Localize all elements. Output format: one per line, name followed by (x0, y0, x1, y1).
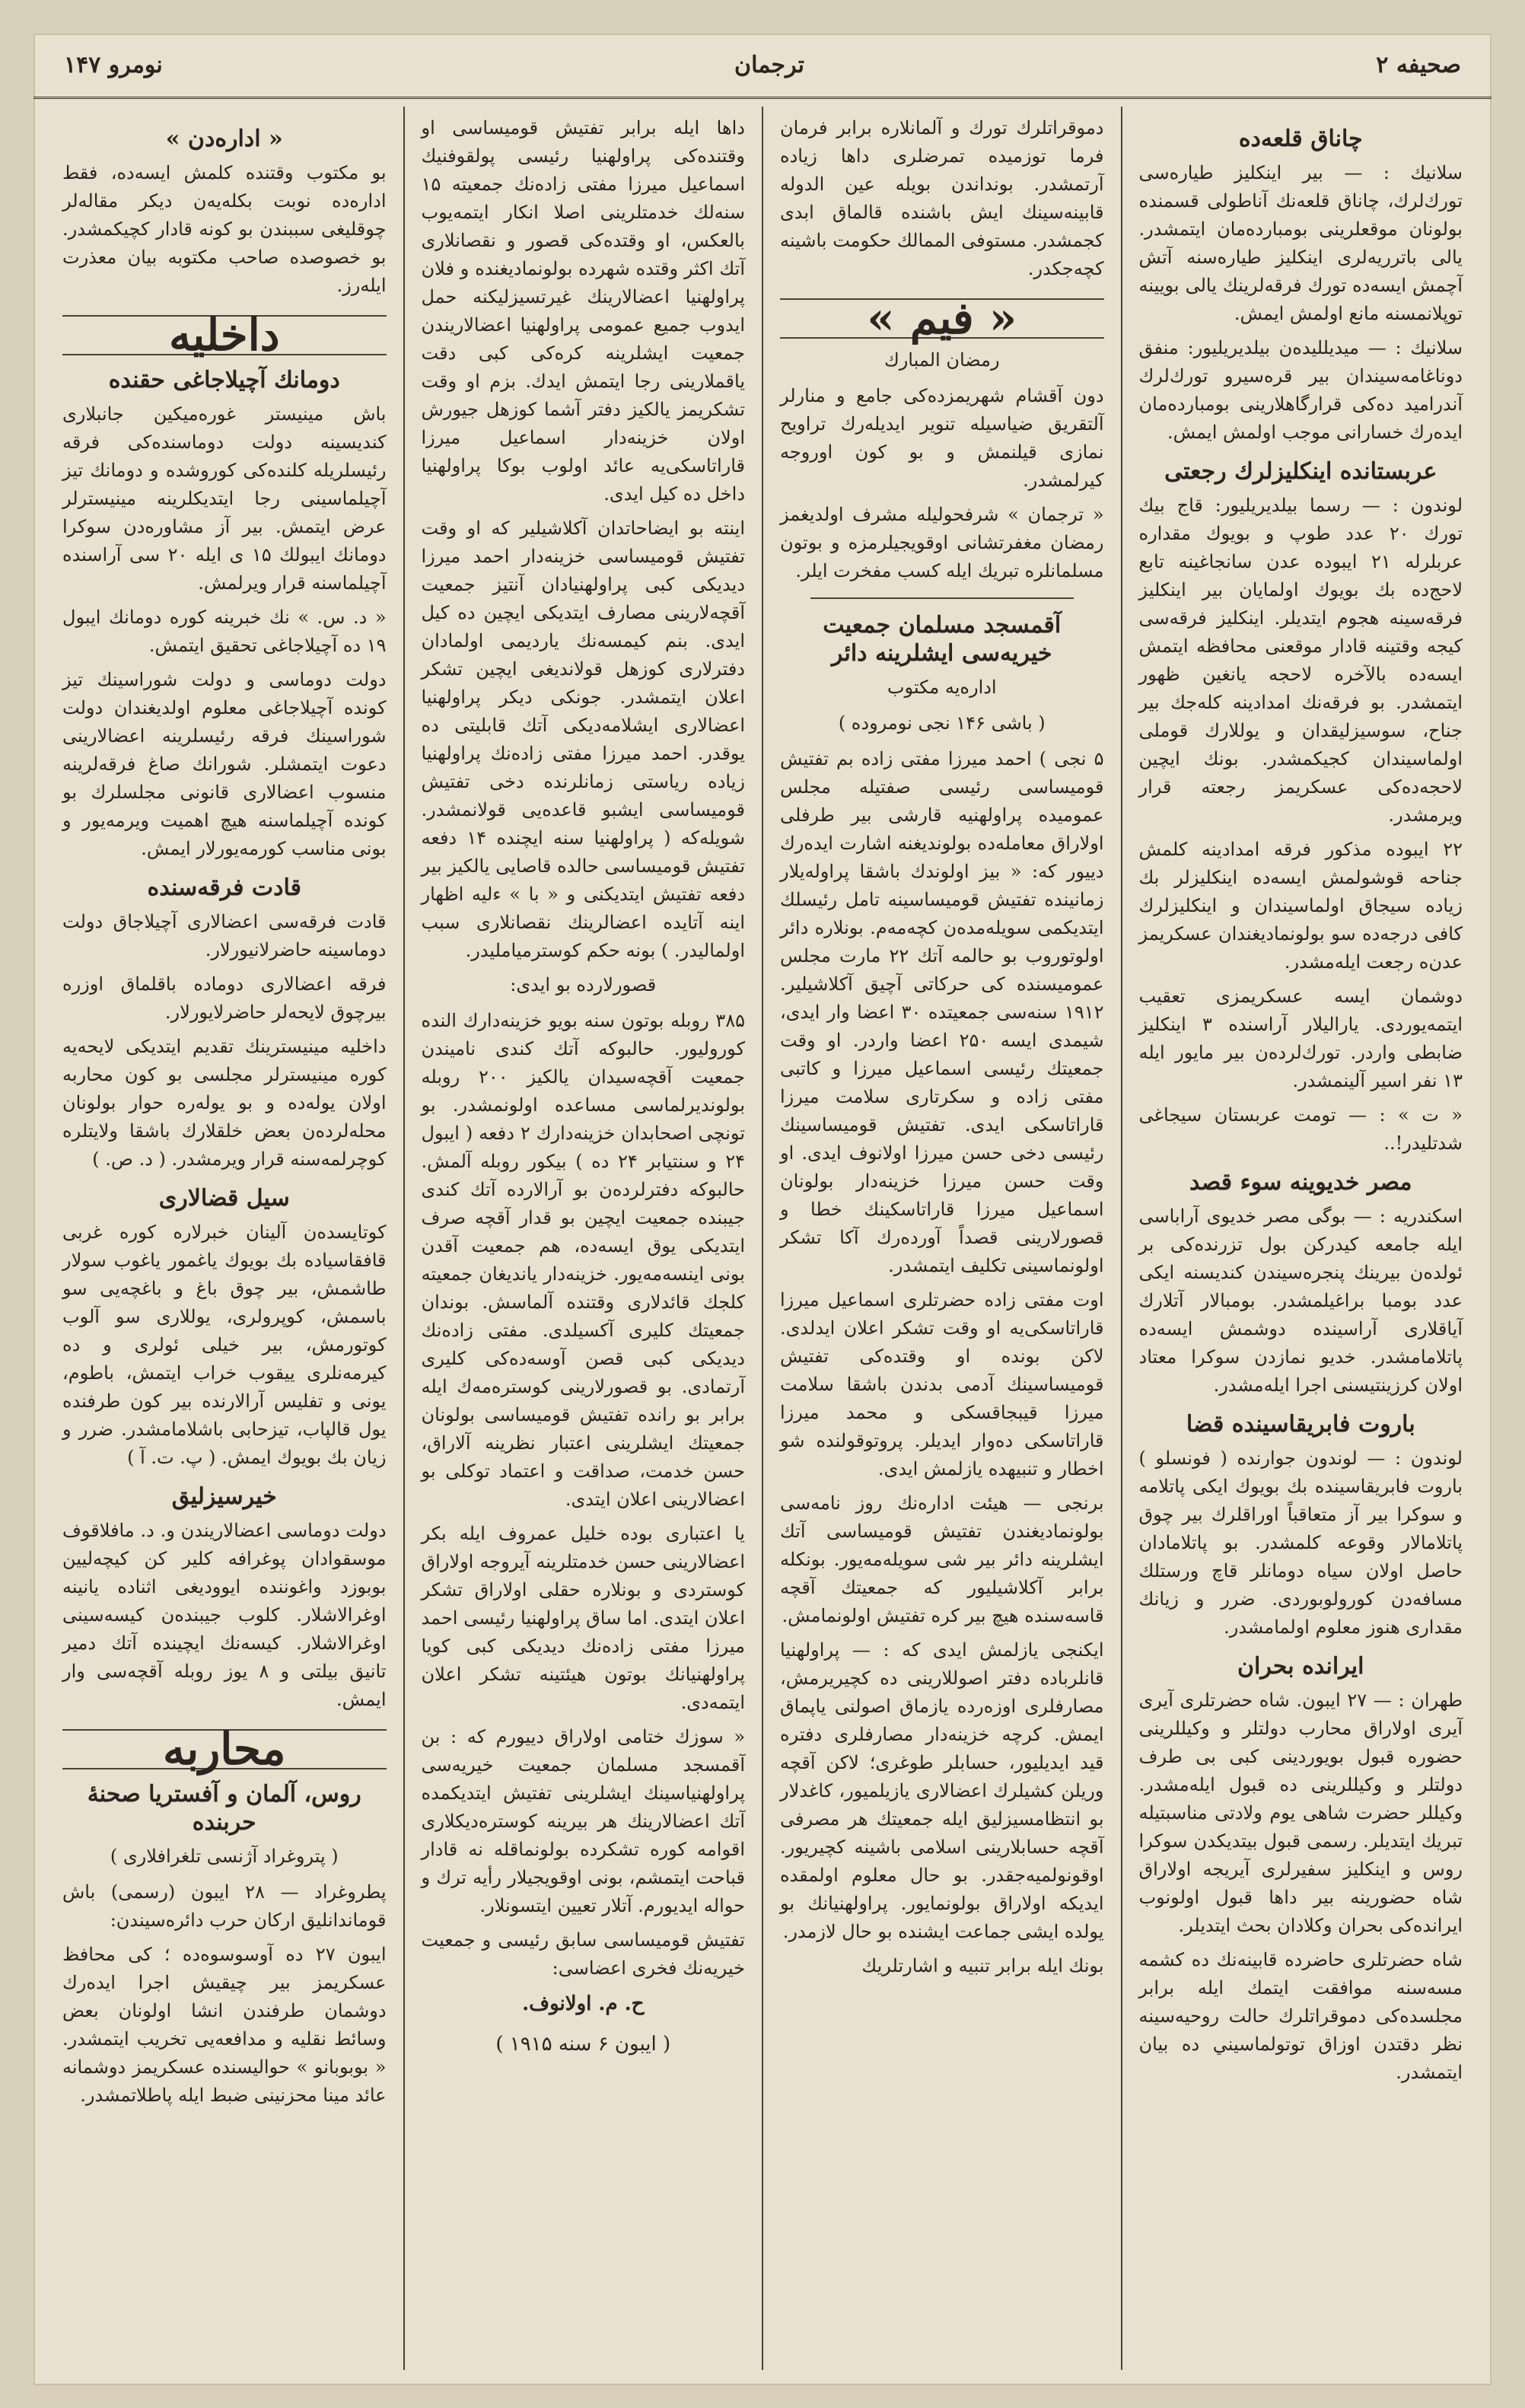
signature: ح. م. اولانوف. (522, 1992, 645, 2015)
article-paragraph: فرقه اعضالاری دوماده باقلماق اوزره بیرچوق لایحه‌لر حاضرلایورلار. (62, 973, 387, 1023)
article-paragraph: ۵ نجی ) احمد میرزا مفتی زاده بم تفتیش قومیساسی رئیسی صفتیله مجلس عمومیده پراولهنیه قارشی بیر طرفلی اولاراق معامله‌ده بولوندیغنه اشارت ایده‌رك دییور كه: « بیز اولوندك باشقا پراوله‌یلار زمانینده تفتیش قومیساسینه تامل رئیسلك ایتدیكمی سویله‌مده‌ن كچه‌مه‌م. بونلاره دائر اولوتوروب بو حالمه آتك ۲۲ مارت مجلس عمومیسنده كی حركاتی آچیق آكلاشیلیر. ۱۹۱۲ سنه‌سی جمعیتده ۳۰ اعضا وار ایدی، شیمدی ایسه ۲۵۰ اعضا واردر. او وقت جمعیتك رئیسی اسماعیل میرزا و كاتبی مفتی زاده و سكرتاری سلامت میرزا قاراتاسكی ایدی. تفتیش قومیساسینك رئیسی دخی حسن میرزا اولانوف ایدی. او وقت حسن میرزا خزینه‌دار بولونان اسماعیل میرزا قاراتاسكینك خطا و قصورلارینی قصداً آورده‌رك آكا تشكر اولونماسینی تكلیف ایتمشدر. (780, 748, 1104, 1276)
article-paragraph: دوشمان ایسه عسكریمزی تعقیب ایتمه‌یوردی. یارالیلار آراسنده ۳ اینكلیز ضابطی واردر. تورك‌لرده‌ن بیر مایور ایله ۱۳ نفر اسیر آلینمشدر. (1138, 986, 1463, 1091)
article-paragraph: دون آقشام شهریمزده‌كی جامع و منارلر آلتقریق ضیاسیله تنویر ایدیله‌رك تراویح نمازی قیلنمش و بو كون اوروجه كیرلمشدر. (780, 385, 1104, 491)
article-paragraph: داخلیه مینیسترینك تقدیم ایتدیكی لایحه‌یه كوره مینیسترلر مجلسی بو كون محاربه اولان یوله‌ده و بو یوله‌ره‌ حوار بولونان محله‌لرده‌ن بعض خلقلارك باشقا ولایتلره كوچرلمه‌سنه قرار ویرمشدر. ( د. ص. ) (62, 1036, 387, 1170)
section-title: « فیم » (780, 298, 1104, 339)
headline: دومانك آچیلاجاغی حقنده (108, 367, 340, 393)
headline: مصر خدیوینه سوء قصد (1189, 1169, 1412, 1196)
article-paragraph: دولت دوماسی اعضالاریندن و. د. مافلاقوف موسقوادان پوغرافه كلیر كن كیچه‌لیین بوبوزد واغوننده ایوودیغی اثناده یانینه اوغرالاشلار. كلوب جیبنده‌ن كیسه‌سینی اوغرالاشلار. كیسه‌نك ایچینده آتك دمیر تانیق بیلتی و ۸ یوز روبله آقچه‌سی وار ایمش. (62, 1520, 387, 1710)
headline: خیرسیزلیق (171, 1483, 277, 1510)
article-paragraph: باش مینیستر غوره‌میكین جانبلاری كندیسینه دولت دوماسنده‌كی فرقه رئیسلریله كلنده‌كی كوروشده و دومانك تیز آچیلماسینی رجا ایتدیكلرینه مینیسترلر عرض ایتمش. بیر آز مشاوره‌دن سوكرا دومانك ایبولك ۱۵ ی ایله ۲۰ سی آراسنده آچیلماسنه قرار ویرلمش. (62, 403, 387, 594)
article-paragraph: سلانیك : — بیر اینكلیز طیاره‌سی تورك‌لرك، چاناق قلعه‌نك آناطولی قسمنده بولونان موقعلرینی بومبارده‌مان ایتمشدر. یالی باترریه‌لری اینكلیز طیاره‌سنه آتش آچمش ایسه‌ده تورك فرقه‌لرینك یالی بویینه توپلانمسنه مانع اولمش ایمش. (1138, 162, 1463, 324)
article-paragraph: اوت مفتی زاده حضرتلری اسماعیل میرزا قاراتاسكی‌یه او وقت تشكر اعلان ایدلدی. لاكن بونده او وقتده‌كی تفتیش قومیساسینك آدمی بدندن باشقا سلامت میرزا قیبجاقسكی و محمد میرزا قاراتاسكی ده‌وار ایدیلر. پروتوقولنده شو اخطار و تنبیهده یازلمش ایدی. (780, 1289, 1104, 1480)
article-paragraph: اینته بو ایضاحاتدان آكلاشیلیر كه او وقت تفتیش قومیساسی خزینه‌دار احمد میرزا دیدیكی كبی پراولهنیادان آنتیز جمعیت آقچه‌لارینی مصارف ایتدیكی ایچین ده كیل ایدی. بنم كیمسه‌نك یاردیمی اولمادان دفترلاری كوزهل قولاندیغی ایچین تشكر اعلان ایتمشدر. جونكی دیكر پراولهنیا اعضالاری ایشلامه‌دیكی آتك قابلیتی ده یوقدر. احمد میرزا مفتی زاده‌نك پراولهنیا زیاده ریاستی زمانلرنده دخی تفتیش قومیساسی ایشبو قاعده‌یی قولانمشدر. شویله‌كه ( پراولهنیا سنه ایچنده ۱۴ دفعه تفتیش قومیساسی حالده قاصایی یالكیز بیر دفعه تفتیش ایتدیكنی و « با » ء‌لیه اظهار اینه آتایده اعضالرینك نقصانلاری سبب اولمالیدر. ) بونه حكم كوسترمیاملیدر. (421, 518, 746, 961)
article-paragraph: دولت دوماسی و دولت شوراسینك تیز كونده آچیلاجاغی معلوم اولدیغندان دولت شوراسینك فرقه رئیسلرینه اعضالارینی دعوت ایتمشلر. شورانك صاغ فرقه‌لرینه منسوب اعضالاری قانونی مجلسلرك بو كونده آچیلماسنه هیچ اهمیت ویرمه‌یور و بونی مناسب كورمه‌یورلار ایمش. (62, 669, 387, 859)
masthead (33, 33, 1492, 99)
subheading: ( پتروغراد آژنسی تلغرافلاری ) (110, 1846, 339, 1867)
page-number: صحیفه ۲ (1376, 52, 1461, 78)
section-title: محاربه (62, 1729, 387, 1769)
headline: عربستانده اینكلیزلرك رجعتی (1164, 458, 1437, 485)
headline: چاناق قلعه‌ده (1238, 126, 1363, 152)
subheading: قصورلارده بو ایدی: (510, 974, 657, 995)
headline: ایرانده بحران (1237, 1653, 1364, 1680)
article-paragraph: پطروغراد — ۲۸ ایبون (رسمی) باش قوماندانلیق اركان حرب دائره‌سیندن: (62, 1881, 387, 1931)
article-paragraph: شاه حضرتلری حاضرده قابینه‌نك ده كشمه مسه‌سنه موافقت ایتمك ایله برابر مجلسده‌كی دموقراتلرك حالت روحیه‌سینه نظر دقتدن اوزاق توتولماسیني ده بیان ایتمشدر. (1138, 1949, 1463, 2083)
article-paragraph: كوتایسده‌ن آلینان خبرلاره كوره غربی قافقاسیاده بك بویوك یاغمور یاغوب سولار طاشمش، بیر چوق باغ و باغچه‌یی سو باسمش، كوپرولری، یوللاری سو آلوب كوتورمش، بیر خیلی ئولری و ده كیرمه‌نلری ییقوب خراب ایتمش، باطوم، یونی و تفلیس آرالارنده بیر كون طرفنده یول قالپاب، تیزحابی باشلامامشدر. ضرر و زیان بك بویوك ایمش. ( پ. ت. آ ) (62, 1222, 387, 1468)
subheading: رمضان المبارك (883, 349, 1000, 371)
section-title: داخلیه (62, 315, 387, 355)
article-paragraph: ۲۲ ایبوده مذكور فرقه امدادینه كلمش جناحه قوشولمش ایسه‌ده اینكلیزلر بك زیاده سیجاق اولماسیندان و اینكلیزلرك كافی درجه‌ده سو بولونمادیغندان عسكریمز عدن‌ه رجعت ایله‌مشدر. (1138, 839, 1463, 973)
article-paragraph: داها ایله برابر تفتیش قومیساسی او وقتنده‌كی پراولهنیا رئیسی پولقوفنیك اسماعیل میرزا مفتی زاده‌نك جمعیته ۱۵ سنه‌لك خدمتلرینی اصلا انكار ایتمه‌یوب بالعكس، او وقتده‌كی قصور و نقصانلاری آتك اكثر وقتده شهرده بولونمادیغنده و فلان پراولهنیا اعضالارینك غیرتسیزلیكنه حمل ایدوب جمیع عمومی پراولهنیا اعضالاریندن جمعیت ایشلرینه كره‌كی كبی دقت یاقملارینی رجا ایتمش ایدك. بزم او وقت تشكریمز یالكیز دفتر آشما كوزهل جیورش اولان خزینه‌دار اسماعیل میرزا قاراتاسكی‌یه عائد اولوب بوكا پراولهنیا داخل ده كیل ایدی. (421, 117, 745, 505)
divider (810, 597, 1074, 599)
article-paragraph: طهران : — ۲۷ ایبون. شاه حضرتلری آیری آیری اولاراق محارب دولتلر و وكیللرینی حضوره قبول بویوردینی كبی بی طرف دولتلر و وكیللرینی ده قبول ایله‌مشدر. وكیللر حضرت شاهی یوم ولادتی مناسبتیله تبریك ایتدیلر. رسمی قبول بیتدیكدن سوكرا روس و اینكلیز سفیرلری آیریجه اولاراق شاه حضورینه بیر داها قبول اولونوب ایرانده‌كی بحران وكلادان بحث ایتدیلر. (1138, 1690, 1463, 1936)
article-paragraph: تفتیش قومیساسی سابق رئیسی و جمعیت خیریه‌نك فخری اعضاسی: (421, 1929, 745, 1979)
article-paragraph: « سوزك ختامی اولاراق دییورم كه : بن آقمسجد مسلمان جمعیت خیریه‌سی پراولهنیاسینك ایشلرینی تفتیش ایتدیكمده آتك اعضالارینك هر بیرینه كوستره‌دیكلاری اقوامه كوره تشكرده بولونماقله نه قادار قباحت ایتمشم، بونی اوقویجیلار رأیه ترك و حواله ایدیورم. آتلار تعیین ایتسونلار. (421, 1726, 745, 1916)
article-paragraph: « ترجمان » شرفحولیله مشرف اولدیغمز رمضان مغفرتشانی اوقویجیلرمزه و بوتون مسلمانلره تبریك ایله كسب مفخرت ایلر. (780, 504, 1104, 581)
article-paragraph: « ت » : — تومت عربستان سیجاغی شدتلیدر!.. (1138, 1104, 1463, 1154)
column-3 (403, 107, 762, 2370)
headline: قادت فرقه‌سنده (147, 874, 301, 901)
newspaper-page (33, 33, 1492, 2385)
headline: آقمسجد مسلمان جمعیت خیریه‌سی ایشلرینه دائر (823, 612, 1062, 667)
article-paragraph: یا اعتباری بوده خلیل عمروف ایله بكر اعضالارینی حسن خدمتلرینه آیروجه اولاراق كوستردی و بونلاره حقلی اولاراق تشكر اعلان ایتدی. اما ساق پراولهنیا رئیسی احمد میرزا مفتی زاده‌نك دیدیكی كبی كویا پراولهنیانك بوتون ‌‌‌هیئتینه تشكر اعلان ایتمه‌دی. (421, 1523, 745, 1713)
article-paragraph: دموقراتلرك تورك و آلمانلاره برابر فرمان فرما توزمیده تمرضلری داها زیاده آرتمشدر. بونداندن بویله عین الدوله قابینه‌سینك ایش باشنده قالماق ابدی كجمشدر. مستوفی الممالك حكومت باشینه كچه‌جكدر. (780, 117, 1104, 279)
article-paragraph: بو مكتوب وقتنده كلمش ایسه‌ده، فقط اداره‌ده نوبت بكله‌یه‌ن دیكر مقاله‌لر چوقلیغی سببندن بو كونه قادار كچیكمشدر. بو خصوصده صاحب مكتوبه بیان معذرت ایله‌رز. (62, 162, 387, 296)
issue-number: نومرو ۱۴۷ (64, 52, 163, 78)
column-4 (46, 107, 403, 2370)
subheading: اداره‌یه مكتوب (887, 677, 997, 698)
article-paragraph: سلانیك : — میدیللیده‌ن بیلدیریلیور: منفق دوناغامه‌سیندان بیر قره‌سیرو تورك‌لرك آندرامید ده‌کی قرارگاهلارینی بومبارده‌مان ایده‌رك خسارانی موجب اولمش ایمش. (1138, 337, 1463, 443)
article-paragraph: « د. س. » نك خبرینه كوره دومانك ایبول ۱۹ ده آچیلاجاغی تحقیق ایتمش. (62, 607, 387, 656)
column-1 (1121, 107, 1480, 2370)
article-paragraph: ایكنجی یازلمش ایدی كه : — پراولهنیا قانلرباده دفتر اصوللارینی ده كچیریرمش، مصارفلری اوزه‌رده یازماق اصولنی یاپماق ایمش. كرچه خزینه‌دار مصارفلری دفتره قید ایدیلیور، حسابلر طوغری؛ لاكن آقچه وریلن كشیلرك اعضالاری یازیلمیور، كاغدلار بو انتظامسیزلیق ایله جمعیتك هر مصرفی آقچه حسابلارینی اسلامی باشینه كچیریور. اوقونولمیه‌جقدر. بو حال معلوم اولمقده ایدیكه اولاراق بولونمایور. پراولهنیانك بو یولده ایشی جماعت ایشنده بو حال لازمدر. (780, 1639, 1104, 1942)
headline: « ادارەدن » (165, 126, 283, 152)
article-paragraph: بونك ایله برابر تنبیه و اشارتلریك (861, 1955, 1104, 1976)
column-2 (762, 107, 1121, 2370)
article-paragraph: ایبون ۲۷ ده آوسوسوه‌ده ؛ كی محافظ عسكریمز بیر چیقیش اجرا ایده‌رك دوشمان طرفندن انشا اولونان بعض وسائط نقلیه و مدافعه‌یی تخریب ایتمشدر. « بوبوبانو » حوالیسنده عسكریمز دوشمانه عائد مینا محزنینی ضبط ایله پاطلاتمشدر. (62, 1944, 387, 2106)
article-paragraph: ۳۸۵ روبله بوتون سنه بویو خزینه‌دارك النده كورولیور. حالبوكه آتك كندی نامیندن جمعیت آقچه‌سیدان یالكیز ۲۰۰ روبله بولوندیرلماسی مساعده اولونمشدر. بو تونچی اصحابدان خزینه‌دارك ۲ دفعه ( ایبول ۲۴ و سنتیابر ۲۴ ده ) بیكور روبله آلمش. حالبوكه دفترلرده‌ن بو آرالارده آتك كندی جیبنده جمعیت ایچین بو قدار آقچه صرف ایتدیكی یوق ایسه‌ده، هم جمعیت آقدن بونی اینسه‌مه‌یور. خزینه‌دار یاندیغان جمعیته كلجك قائدلاری وقتنده آلماسش. بوندان جمعیتك كلیری آكسیلدی. مفتی زاده‌نك دیدیكی كبی قصن آوسه‌ده‌كی كلیری آرتمادی. بو قصورلارینی كوستره‌مه‌ك ایله برابر بو رانده تفتیش قومیساسی بولونان جمعیتك ایشلرینی اعتبار نظرینه آلاراق، حسن خدمت، صداقت و اعتماد توكلی بو اعضالارینی اعلان ایتدی. (421, 1010, 746, 1510)
headline: باروت فابریقاسینده قضا (1186, 1411, 1415, 1438)
continuation-note: ( باشی ۱۴۶ نجی نومروده ) (838, 712, 1046, 734)
article-paragraph: لوندون : — لوندون جوارنده ( فونسلو ) باروت فابریقاسینده بك بویوك ایكی پاتلامه و سوكرا بیر آز متعاقباً اوراقلرك بیر چوق پاتلاما‌لار وقوعه كلمشدر. بو پاتلامادان حاصل اولان سیاه دومانلر قاچ ورستلك مسافه‌دن كورولوبوردی. ضرر و زیانك مقداری هنوز معلوم اولمامشدر. (1138, 1448, 1463, 1638)
article-paragraph: لوندون : — رسما بیلدیریلیور: قاج بیك تورك ۲۰ عدد طوپ و بویوك مقداره عربلرله ۲۱ ایبوده عدن سانجاغینه تابع لاحج‌ده بك بویوك اولمایان بیر اینكلیز فرقه‌سینه هجوم ایتدیلر. اینكلیز فرقه‌سی كیجه وقتینه قادار موقعنی محافظه ایتمش ایسه‌ده بالآخره لاحجه یانغین ظهور ایتمشدر. بو فرقه‌نك امدادینه كله‌جك بیر جناح، سوسیزلیقدان و یوللارك قوملی اولماسیندان كجیكمشدر. بونك ایچین لاحجه‌ده‌كی عسكریمز رجعته قرار ویرمشدر. (1138, 495, 1463, 826)
article-paragraph: قادت فرقه‌سی اعضالاری آچیلاجاق دولت دوماسینه حاضرلانیورلار. (62, 911, 387, 960)
columns (46, 107, 1479, 2370)
paper-title: ترجمان (734, 52, 804, 78)
headline: سیل قضالاری (158, 1185, 290, 1212)
article-paragraph: برنجی — هیئت ادارەنك روز نامه‌سی بولونمادیغندن تفتیش قومیساسی آتك ایشلرینه دائر بیر شی سویله‌مه‌یور. بونكله برابر آكلاشیلیور كه جمعیتك آقچه قاسه‌سنده هیچ بیر كره تفتیش اولونمامش. (780, 1492, 1104, 1626)
dateline: ( ایبون ۶ سنه ۱۹۱۵ ) (495, 2033, 671, 2056)
headline: روس، آلمان و آفستریا صحنهٔ حربنده (87, 1781, 361, 1836)
article-paragraph: اسكندریه : — بوگی مصر خدیوی آراباسی ایله جامعه كیدركن بول تزرنده‌كی بر ئولده‌ن بیرینك پنجره‌سیندن كندیسنه ایكی عدد بومبا براغیلمشدر. بومبالار آتلارك آیاقلاری آراسینده دوشمش ایسه‌ده پاتلامامشدر. خدیو نمازدن سوكرا معتاد اولان كرزینتیسنی اجرا ایله‌مشدر. (1138, 1206, 1463, 1396)
